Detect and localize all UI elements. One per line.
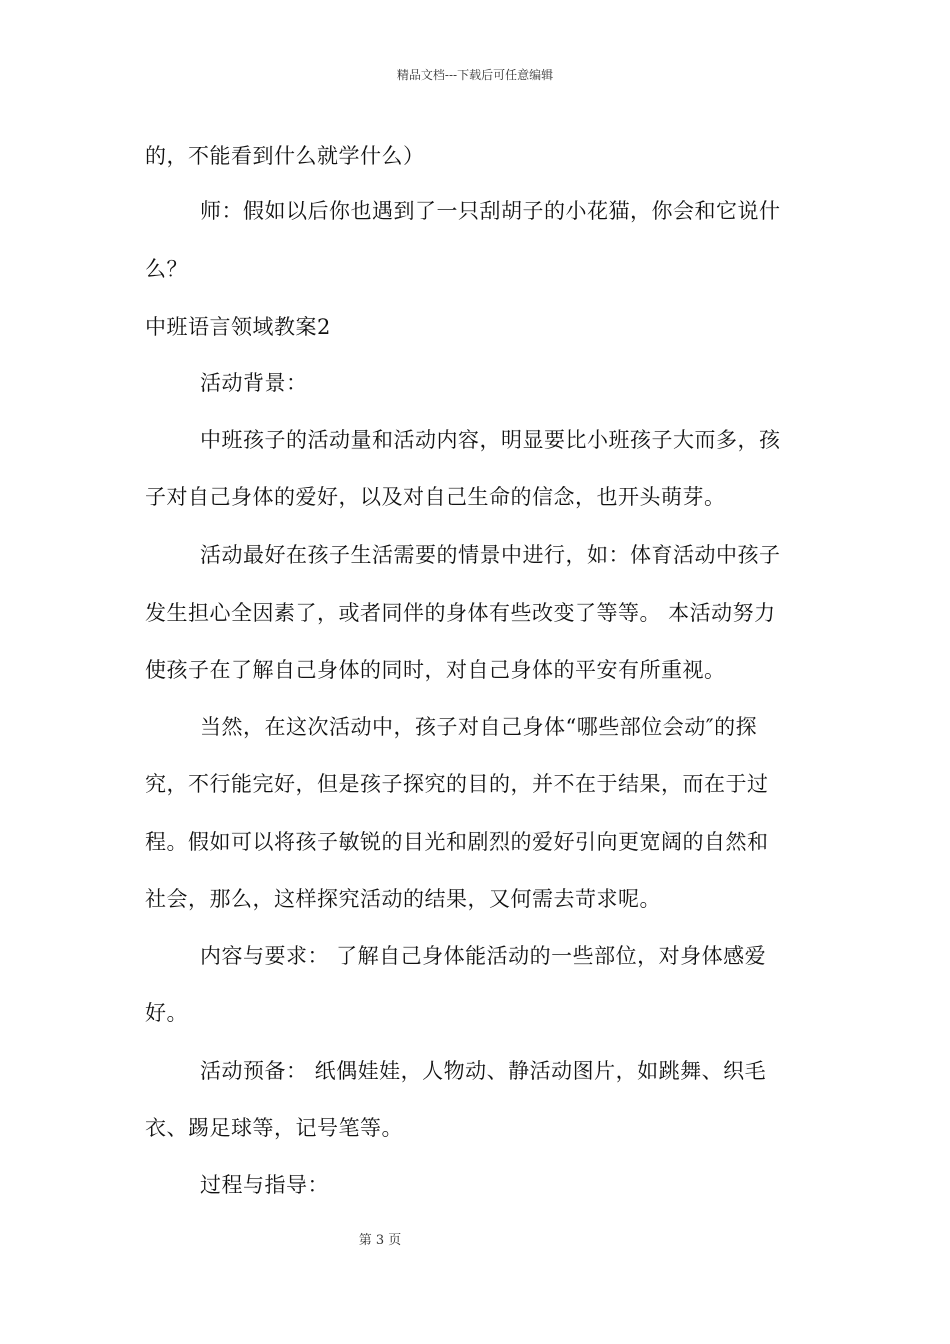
paragraph-line: 发生担心全因素了，或者同伴的身体有些改变了等等。 本活动努力 bbox=[145, 601, 776, 625]
paragraph-line: 师：假如以后你也遇到了一只刮胡子的小花猫，你会和它说什 bbox=[200, 199, 781, 223]
paragraph-line: 程。假如可以将孩子敏锐的目光和剧烈的爱好引向更宽阔的自然和 bbox=[145, 830, 769, 854]
paragraph-line: 究，不行能完好，但是孩子探究的目的，并不在于结果，而在于过 bbox=[145, 772, 769, 796]
paragraph-line: 过程与指导： bbox=[200, 1173, 329, 1197]
paragraph-line: 社会，那么，这样探究活动的结果，又何需去苛求呢。 bbox=[145, 887, 661, 911]
paragraph-line: 活动背景： bbox=[200, 371, 308, 395]
paragraph-line: 内容与要求： 了解自己身体能活动的一些部位，对身体感爱 bbox=[200, 944, 767, 968]
paragraph-line: 当然，在这次活动中，孩子对自己身体“哪些部位会动″的探 bbox=[200, 715, 758, 739]
paragraph-line: 衣、踢足球等，记号笔等。 bbox=[145, 1116, 403, 1140]
section-heading: 中班语言领域教案2 bbox=[145, 315, 331, 339]
paragraph-line: 的，不能看到什么就学什么） bbox=[145, 144, 425, 168]
paragraph-line: 好。 bbox=[145, 1001, 188, 1025]
page-number: 第 3 页 bbox=[358, 1233, 402, 1248]
paragraph-line: 子对自己身体的爱好，以及对自己生命的信念，也开头萌芽。 bbox=[145, 485, 726, 509]
paragraph-line: 使孩子在了解自己身体的同时，对自己身体的平安有所重视。 bbox=[145, 658, 726, 682]
paragraph-line: 么？ bbox=[145, 257, 188, 281]
paragraph-line: 活动预备： 纸偶娃娃，人物动、静活动图片，如跳舞、织毛 bbox=[200, 1059, 767, 1083]
paragraph-line: 活动最好在孩子生活需要的情景中进行，如：体育活动中孩子 bbox=[200, 543, 781, 567]
paragraph-line: 中班孩子的活动量和活动内容，明显要比小班孩子大而多，孩 bbox=[200, 428, 781, 452]
page-header: 精品文档---下载后可任意编辑 bbox=[396, 68, 554, 82]
